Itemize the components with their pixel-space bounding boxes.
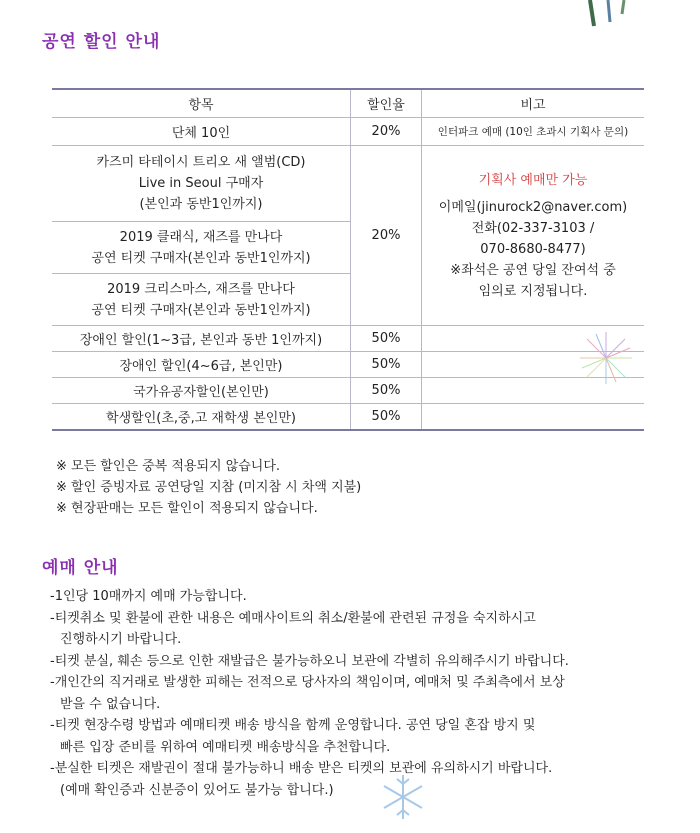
item-cell (52, 146, 351, 222)
note-line: 이메일(jinurock2@naver.com) (438, 200, 628, 215)
note-line: ※ 할인 증빙자료 공연당일 지참 (미지참 시 차액 지불) (56, 480, 362, 495)
rate-cell: 20% (351, 146, 422, 326)
discount-notes (56, 456, 361, 519)
item-cell (52, 222, 351, 274)
guide-line: 받을 수 없습니다. (60, 696, 161, 712)
table-row (52, 404, 644, 430)
item-line: 공연 티켓 구매자(본인과 동반1인까지) (91, 250, 311, 266)
guide-line: -1인당 10매까지 예매 가능합니다. (50, 589, 247, 604)
note-line: ※좌석은 공연 당일 잔여석 중 (450, 263, 616, 278)
table-row (52, 326, 644, 352)
booking-guide (50, 586, 569, 801)
red-note: 기획사 예매만 가능 (478, 173, 588, 188)
table-row (52, 378, 644, 404)
rate-cell: 50% (351, 404, 422, 430)
guide-line: 빠른 입장 준비를 위하여 예매티켓 배송방식을 추천합니다. (60, 739, 391, 755)
note-line: 070-8680-8477) (480, 242, 586, 257)
item-cell: 장애인 할인(4~6급, 본인만) (52, 352, 351, 378)
note-cell (422, 146, 645, 326)
guide-line: (예매 확인증과 신분증이 있어도 불가능 합니다.) (60, 782, 334, 798)
guide-line: -티켓취소 및 환불에 관한 내용은 예매사이트의 취소/환불에 관련된 규정을 숙지하시고 (50, 610, 536, 626)
rate-cell: 50% (351, 352, 422, 378)
table-row (52, 146, 644, 222)
note-line: 임의로 지정됩니다. (478, 284, 588, 299)
discount-section-title: 공연 할인 안내 (42, 32, 161, 52)
item-cell: 단체 10인 (52, 118, 351, 146)
snowflake-decoration-icon (378, 772, 428, 822)
item-line: 카즈미 타테이시 트리오 새 앨범(CD) (96, 155, 306, 170)
note-line: ※ 모든 할인은 중복 적용되지 않습니다. (56, 459, 281, 474)
rate-cell: 50% (351, 378, 422, 404)
item-cell: 장애인 할인(1~3급, 본인과 동반 1인까지) (52, 326, 351, 352)
table-row (52, 352, 644, 378)
guide-line: -분실한 티켓은 재발권이 절대 불가능하니 배송 받은 티켓의 보관에 유의하시기 바랍니다. (50, 761, 553, 776)
guide-line: -티켓 현장수령 방법과 예매티켓 배송 방식을 함께 운영합니다. 공연 당일 혼잡 방지 및 (50, 718, 536, 733)
item-line: 2019 클래식, 재즈를 만나다 (119, 229, 283, 245)
item-cell (52, 274, 351, 326)
note-line: 전화(02-337-3103 / (471, 221, 595, 236)
item-line: 공연 티켓 구매자(본인과 동반1인까지) (91, 302, 311, 318)
item-cell: 국가유공자할인(본인만) (52, 378, 351, 404)
note-cell (422, 404, 645, 430)
item-cell: 학생할인(초,중,고 재학생 본인만) (52, 404, 351, 430)
header-item: 항목 (52, 89, 351, 118)
table-header-row (52, 89, 644, 118)
guide-line: 진행하시기 바랍니다. (60, 632, 182, 647)
guide-line: -개인간의 직거래로 발생한 피해는 전적으로 당사자의 책임이며, 예매처 및 주최측에서 보상 (50, 675, 565, 690)
discount-table (52, 88, 644, 431)
item-line: Live in Seoul 구매자 (138, 176, 264, 191)
note-line: ※ 현장판매는 모든 할인이 적용되지 않습니다. (56, 501, 318, 516)
rate-cell: 20% (351, 118, 422, 146)
item-line: (본인과 동반1인까지) (139, 197, 263, 212)
rate-cell: 50% (351, 326, 422, 352)
guide-line: -티켓 분실, 훼손 등으로 인한 재발급은 불가능하오니 보관에 각별히 유의해주시기 바랍니다. (50, 653, 569, 669)
booking-section-title: 예매 안내 (42, 558, 119, 578)
table-row (52, 118, 644, 146)
header-rate: 할인율 (351, 89, 422, 118)
header-note: 비고 (422, 89, 645, 118)
tree-decoration-icon (580, 0, 640, 30)
item-line: 2019 크리스마스, 재즈를 만나다 (107, 281, 295, 297)
firework-decoration-icon (578, 330, 634, 386)
note-cell: 인터파크 예매 (10인 초과시 기획사 문의) (422, 118, 645, 146)
